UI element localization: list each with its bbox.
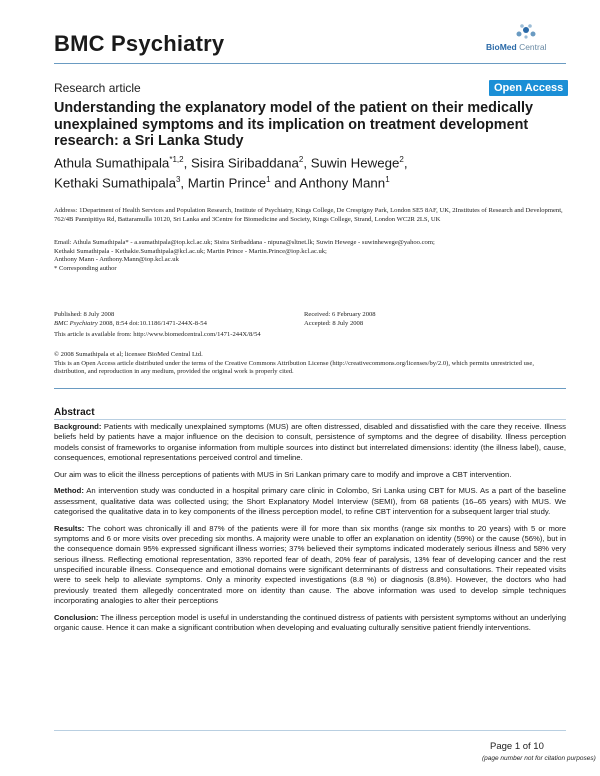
biomed-swirl-icon [486,20,566,44]
email-line: Kethaki Sumathipala - Kethakie.Sumathipala@kcl.ac.uk; Martin Prince - Martin.Prince@iop.kcl.ac.uk; [54,247,327,255]
journal-title: BMC Psychiatry [54,31,225,56]
corresponding-author: * Corresponding author [54,264,117,272]
abstract-results: Results: The cohort was chronically ill and 87% of the patients were ill for more than six months (range six months to 20 years) with 5 or more symptoms and 6 or more visits over preceding six months. A majority were unable to offer an explanation on identity (59%) or the cause (56%), but in the consequence domain 95% expressed significant illness worries; 37% believed their symptoms indicated moderately serious illness and 58% very serious illness. Reflecting emotional representation, 33% reported fear of death, 20% fear of paralysis, 13% fear of developing cancer and the rest unspecified incurable illness. Consequence and emotional domains were significant determinants of distress and consultations. Their repeated visits were to seek help to alleviate symptoms. Only a minority expected investigations (8.8 %) or diagnosis (8.8%). However, the doctors who had previously treated them allegedly concentrated more on identity than cause. The above information was used to develop simple techniques incorporating analogies to alter their perceptions [54,523,566,605]
author-address: Address: 1Department of Health Services and Population Research, Institute of Psychiatry, Kings College, De Crespigny Park, London SE5 8AF, UK, 2Institutes of Research and Development, 762/4B Pannipitiya Rd, Battaramulla 10120, Sri Lanka and 3Centre for Biomedicine and Society, Kings College, Strand, London WC2R 2LS, UK [54,207,563,223]
citation: BMC Psychiatry 2008, 8:54 doi:10.1186/1471-244X-8-54 [54,319,207,327]
article-url[interactable]: This article is available from: http://www.biomedcentral.com/1471-244X/8/54 [54,331,261,338]
email-line: Email: Athula Sumathipala* - a.sumathipala@iop.kcl.ac.uk; Sisira Siribaddana - nipuna@sltnet.lk; Suwin Hewege - suwinhewege@yahoo.com; [54,239,435,246]
open-access-badge: Open Access [489,80,568,96]
abstract-conclusion: Conclusion: The illness perception model is useful in understanding the continued distress of patients with persistent symptoms without an underlying organic cause. Hence it can make a significant contribution when developing and evaluating culturally sensitive patient friendly interventions. [54,612,566,633]
abstract-rule [54,388,566,389]
page-number: Page 1 of 10 [490,741,544,752]
abstract-heading: Abstract [54,407,95,418]
email-line: Anthony Mann - Anthony.Mann@iop.kcl.ac.uk [54,256,179,264]
license-text: This is an Open Access article distributed under the terms of the Creative Commons Attribution License (http://creativecommons.org/licenses/by/2.0), which permits unrestricted use, distribution, and reproduction in any medium, provided the original work is properly cited. [54,359,535,376]
logo-text: BioMed Central [486,42,547,52]
accepted-date: Accepted: 8 July 2008 [304,319,364,327]
abstract-method: Method: An intervention study was conducted in a hospital primary care clinic in Colombo, Sri Lanka using CBT for MUS. As a part of the baseline assessment, qualitative data was collected using; the Short Explanatory Model Interview (SEMI), from 68 patients (16–65 years) with MUS. We categorised the qualitative data in to key components of the illness perception model, to refine CBT intervention for a subsequent larger trial study. [54,486,566,517]
copyright-block [54,351,566,377]
abstract-body [54,422,566,640]
publication-info [54,311,207,328]
received-date: Received: 6 February 2008 [304,311,376,318]
footer-rule [54,730,566,731]
header-rule [54,63,566,64]
article-type: Research article [54,81,141,95]
page-note: (page number not for citation purposes) [482,755,596,762]
copyright-line: © 2008 Sumathipala et al; licensee BioMed Central Ltd. [54,351,203,358]
abstract-heading-rule [54,419,566,420]
author-list: Athula Sumathipala$^{*1,2}$, Sisira Siribaddana$^2$, Suwin Hewege$^2$, Kethaki Sumathipala$^3$, Martin Prince$^1$ and Anthony Mann$^1$ [54,155,408,191]
abstract-aim: Our aim was to elicit the illness perceptions of patients with MUS in Sri Lankan primary care to modify and improve a CBT intervention. [54,469,512,479]
email-block [54,239,566,273]
review-dates [304,311,376,328]
article-title: Understanding the explanatory model of the patient on their medically unexplained symptoms and its implication on treatment development research: a Sri Lanka Study [54,100,533,149]
abstract-background: Background: Patients with medically unexplained symptoms (MUS) are often distressed, disabled and dissatisfied with the care they receive. Illness beliefs held by patients have a major influence on the decision to consult, persistence of symptoms and the degree of disability. Illness perception models consist of frameworks to organise information from multiple sources into distinct but interrelated dimensions: identity (the illness label), cause, consequences, emotional representations perceived control and timeline. [54,422,566,462]
published-date: Published: 8 July 2008 [54,311,115,318]
biomed-central-logo [486,20,566,56]
